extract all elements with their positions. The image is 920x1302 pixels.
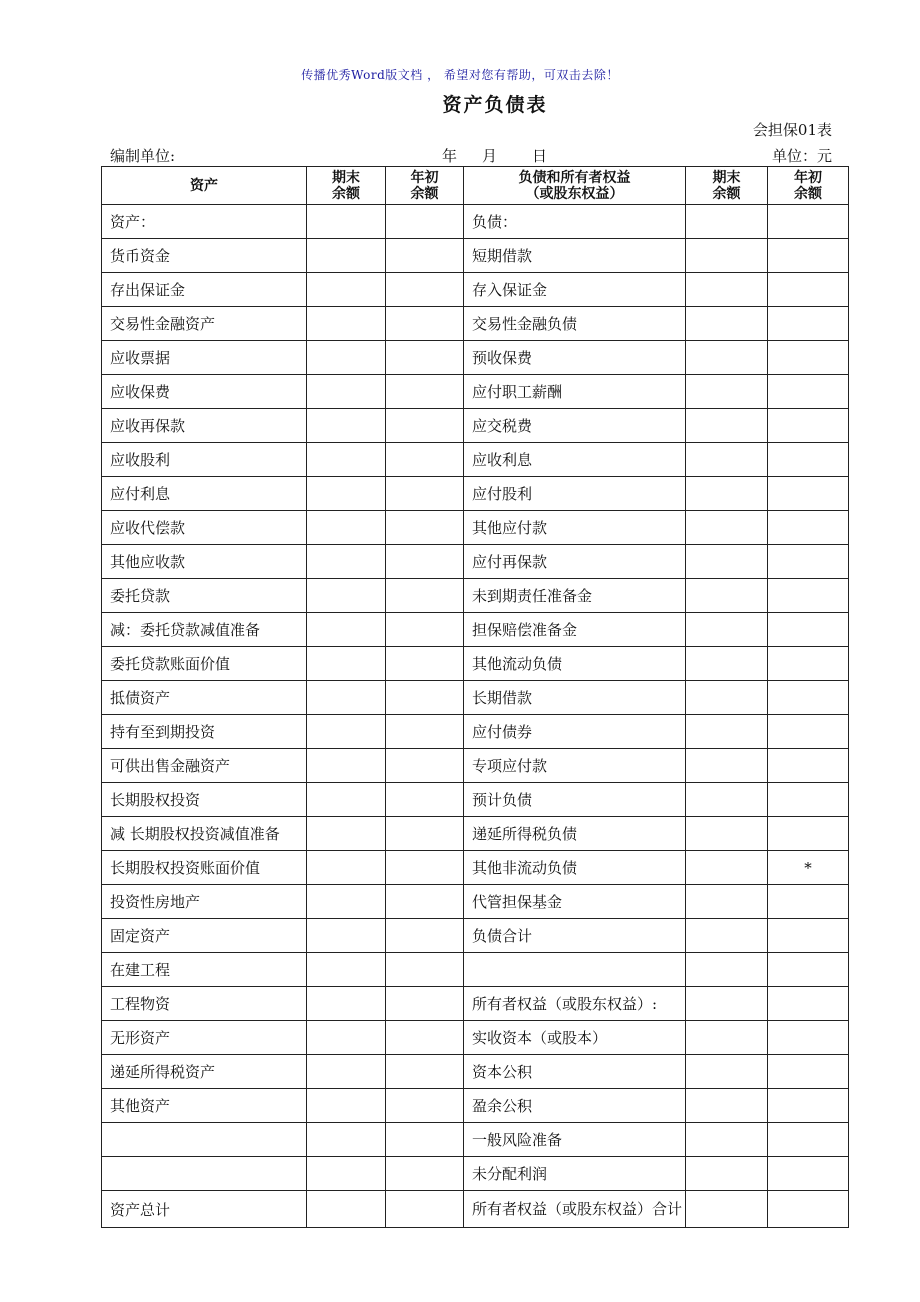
table-row (102, 477, 849, 511)
liability-begin-balance-cell (768, 885, 849, 919)
table-row (102, 647, 849, 681)
liability-begin-balance-cell (768, 409, 849, 443)
currency-unit: 单位：元 (771, 147, 832, 165)
asset-item-label: 其他应收款 (102, 545, 307, 579)
liability-begin-balance-cell (768, 239, 849, 273)
asset-begin-balance-cell (386, 409, 464, 443)
asset-begin-balance-cell (386, 953, 464, 987)
asset-begin-balance-cell (386, 817, 464, 851)
table-header-row (102, 167, 849, 205)
liability-end-balance-cell (686, 341, 768, 375)
liability-begin-balance-cell (768, 953, 849, 987)
asset-item-label: 长期股权投资账面价值 (102, 851, 307, 885)
liability-item-label: 短期借款 (464, 239, 686, 273)
asset-end-balance-cell (307, 987, 386, 1021)
liability-item-label: 担保赔偿准备金 (464, 613, 686, 647)
liability-item-label: 未到期责任准备金 (464, 579, 686, 613)
balance-sheet-table (101, 166, 849, 1228)
asset-item-label: 委托贷款 (102, 579, 307, 613)
liability-begin-balance-cell (768, 1021, 849, 1055)
asset-begin-balance-cell (386, 783, 464, 817)
liability-item-label: 应付再保款 (464, 545, 686, 579)
asset-begin-balance-cell (386, 545, 464, 579)
liability-end-balance-cell (686, 749, 768, 783)
liability-item-label: 其他流动负债 (464, 647, 686, 681)
liability-item-label: 递延所得税负债 (464, 817, 686, 851)
asset-begin-balance-cell (386, 307, 464, 341)
table-row (102, 205, 849, 239)
asset-end-balance-cell (307, 477, 386, 511)
liability-end-balance-cell (686, 987, 768, 1021)
asset-item-label: 应付利息 (102, 477, 307, 511)
table-row (102, 1089, 849, 1123)
liability-end-balance-cell (686, 273, 768, 307)
liability-begin-balance-cell (768, 545, 849, 579)
table-row (102, 239, 849, 273)
asset-begin-balance-cell (386, 205, 464, 239)
asset-begin-balance-cell (386, 1021, 464, 1055)
table-row (102, 273, 849, 307)
liability-item-label: 应收利息 (464, 443, 686, 477)
asset-begin-balance-cell (386, 1191, 464, 1228)
asset-end-balance-cell (307, 851, 386, 885)
asset-item-label: 抵债资产 (102, 681, 307, 715)
table-row (102, 919, 849, 953)
table-row (102, 885, 849, 919)
liability-end-balance-cell (686, 851, 768, 885)
asset-end-balance-cell (307, 273, 386, 307)
document-banner: 传播优秀Word版文档 ， 希望对您有帮助，可双击去除！ (301, 68, 619, 82)
liability-end-balance-cell (686, 647, 768, 681)
liability-item-label: 应付股利 (464, 477, 686, 511)
liability-item-label: 负债合计 (464, 919, 686, 953)
asset-begin-balance-cell (386, 749, 464, 783)
table-row (102, 749, 849, 783)
asset-end-balance-cell (307, 885, 386, 919)
report-meta (110, 145, 832, 167)
asset-item-label: 应收股利 (102, 443, 307, 477)
liability-item-label: 一般风险准备 (464, 1123, 686, 1157)
liability-item-label: 其他非流动负债 (464, 851, 686, 885)
asset-end-balance-cell (307, 1089, 386, 1123)
liability-item-label: 所有者权益（或股东权益）: (464, 987, 686, 1021)
liability-begin-balance-cell (768, 817, 849, 851)
liability-begin-balance-cell (768, 1191, 849, 1228)
asset-begin-balance-cell (386, 715, 464, 749)
asset-item-label: 长期股权投资 (102, 783, 307, 817)
liability-end-balance-cell (686, 443, 768, 477)
asset-end-balance-cell (307, 715, 386, 749)
liability-end-balance-cell (686, 1089, 768, 1123)
liability-end-balance-cell (686, 307, 768, 341)
table-row (102, 953, 849, 987)
asset-begin-balance-cell (386, 851, 464, 885)
asset-begin-balance-cell (386, 613, 464, 647)
liability-begin-balance-cell (768, 307, 849, 341)
asset-item-label: 应收代偿款 (102, 511, 307, 545)
table-row (102, 783, 849, 817)
asset-end-balance-cell (307, 205, 386, 239)
liability-begin-balance-cell (768, 375, 849, 409)
asset-end-balance-cell (307, 817, 386, 851)
asset-end-balance-cell (307, 1191, 386, 1228)
asset-end-balance-cell (307, 647, 386, 681)
table-row (102, 443, 849, 477)
table-row (102, 1157, 849, 1191)
liability-item-label: 预收保费 (464, 341, 686, 375)
asset-item-label: 其他资产 (102, 1089, 307, 1123)
asset-begin-balance-cell (386, 579, 464, 613)
liability-begin-balance-cell (768, 579, 849, 613)
asset-begin-balance-cell (386, 1157, 464, 1191)
liability-begin-balance-cell (768, 749, 849, 783)
liability-begin-balance-cell (768, 205, 849, 239)
asset-end-balance-cell (307, 953, 386, 987)
table-row (102, 341, 849, 375)
asset-item-label: 应收再保款 (102, 409, 307, 443)
liability-end-balance-cell (686, 477, 768, 511)
asset-item-label: 货币资金 (102, 239, 307, 273)
asset-item-label: 应收票据 (102, 341, 307, 375)
asset-begin-balance-cell (386, 885, 464, 919)
liability-begin-balance-cell (768, 681, 849, 715)
table-row (102, 817, 849, 851)
liability-end-balance-cell (686, 817, 768, 851)
liability-end-balance-cell (686, 239, 768, 273)
asset-begin-balance-cell (386, 919, 464, 953)
liability-item-label: 盈余公积 (464, 1089, 686, 1123)
asset-begin-balance-cell (386, 341, 464, 375)
asset-item-label (102, 1123, 307, 1157)
liability-begin-balance-cell (768, 273, 849, 307)
liability-begin-balance-cell (768, 1157, 849, 1191)
header-end-balance-left: 期末 余额 (307, 167, 386, 205)
page-title: 资产负债表 (442, 94, 548, 116)
liability-end-balance-cell (686, 1021, 768, 1055)
date-day-label: 日 (532, 147, 548, 165)
table-row (102, 409, 849, 443)
liability-item-label: 应付职工薪酬 (464, 375, 686, 409)
liability-begin-balance-cell (768, 647, 849, 681)
table-row (102, 1123, 849, 1157)
asset-begin-balance-cell (386, 375, 464, 409)
date-month-label: 月 (482, 147, 498, 165)
preparing-unit-label: 编制单位: (110, 147, 176, 165)
table-row (102, 375, 849, 409)
liability-begin-balance-cell (768, 987, 849, 1021)
table-row (102, 545, 849, 579)
liability-item-label: 负债： (464, 205, 686, 239)
asset-item-label: 固定资产 (102, 919, 307, 953)
table-row (102, 681, 849, 715)
liability-begin-balance-cell (768, 1123, 849, 1157)
asset-end-balance-cell (307, 579, 386, 613)
liability-item-label: 应交税费 (464, 409, 686, 443)
liability-end-balance-cell (686, 375, 768, 409)
table-row (102, 1021, 849, 1055)
liability-item-label: 应付债券 (464, 715, 686, 749)
asset-begin-balance-cell (386, 239, 464, 273)
asset-end-balance-cell (307, 511, 386, 545)
asset-end-balance-cell (307, 613, 386, 647)
asset-item-label: 持有至到期投资 (102, 715, 307, 749)
asset-begin-balance-cell (386, 511, 464, 545)
asset-end-balance-cell (307, 1157, 386, 1191)
liability-end-balance-cell (686, 783, 768, 817)
table-row (102, 579, 849, 613)
table-row (102, 715, 849, 749)
asset-end-balance-cell (307, 1021, 386, 1055)
liability-end-balance-cell (686, 1123, 768, 1157)
liability-end-balance-cell (686, 1157, 768, 1191)
table-row (102, 1055, 849, 1089)
liability-end-balance-cell (686, 205, 768, 239)
header-begin-balance-left: 年初 余额 (386, 167, 464, 205)
liability-item-label: 交易性金融负债 (464, 307, 686, 341)
asset-end-balance-cell (307, 681, 386, 715)
liability-item-label: 未分配利润 (464, 1157, 686, 1191)
liability-item-label: 资本公积 (464, 1055, 686, 1089)
asset-end-balance-cell (307, 1055, 386, 1089)
header-end-balance-right: 期末 余额 (686, 167, 768, 205)
header-liabilities-equity: 负债和所有者权益 （或股东权益） (464, 167, 686, 205)
asset-item-label: 工程物资 (102, 987, 307, 1021)
asset-begin-balance-cell (386, 647, 464, 681)
liability-item-label: 专项应付款 (464, 749, 686, 783)
asset-item-label: 可供出售金融资产 (102, 749, 307, 783)
asset-end-balance-cell (307, 307, 386, 341)
liability-begin-balance-cell (768, 919, 849, 953)
table-row (102, 987, 849, 1021)
liability-end-balance-cell (686, 511, 768, 545)
liability-end-balance-cell (686, 885, 768, 919)
asset-begin-balance-cell (386, 681, 464, 715)
table-row (102, 307, 849, 341)
asset-end-balance-cell (307, 443, 386, 477)
liability-end-balance-cell (686, 613, 768, 647)
asset-end-balance-cell (307, 1123, 386, 1157)
asset-begin-balance-cell (386, 1089, 464, 1123)
asset-end-balance-cell (307, 409, 386, 443)
liability-end-balance-cell (686, 409, 768, 443)
asset-begin-balance-cell (386, 443, 464, 477)
liability-end-balance-cell (686, 579, 768, 613)
liability-end-balance-cell (686, 919, 768, 953)
table-row (102, 613, 849, 647)
asset-item-label: 递延所得税资产 (102, 1055, 307, 1089)
header-begin-balance-right: 年初 余额 (768, 167, 849, 205)
liability-begin-balance-cell (768, 1055, 849, 1089)
liability-item-label (464, 953, 686, 987)
asset-begin-balance-cell (386, 987, 464, 1021)
liability-begin-balance-cell (768, 1089, 849, 1123)
asset-item-label: 资产： (102, 205, 307, 239)
liability-begin-balance-cell: * (768, 851, 849, 885)
liability-item-label: 实收资本（或股本） (464, 1021, 686, 1055)
liability-item-label: 预计负债 (464, 783, 686, 817)
asset-end-balance-cell (307, 375, 386, 409)
liability-end-balance-cell (686, 715, 768, 749)
liability-item-label: 存入保证金 (464, 273, 686, 307)
liability-end-balance-cell (686, 545, 768, 579)
liability-begin-balance-cell (768, 783, 849, 817)
liability-item-label: 其他应付款 (464, 511, 686, 545)
table-row (102, 1191, 849, 1228)
asset-end-balance-cell (307, 919, 386, 953)
date-year-label: 年 (442, 147, 458, 165)
asset-begin-balance-cell (386, 273, 464, 307)
asset-item-label: 应收保费 (102, 375, 307, 409)
asset-item-label: 委托贷款账面价值 (102, 647, 307, 681)
liability-begin-balance-cell (768, 715, 849, 749)
asset-end-balance-cell (307, 341, 386, 375)
table-row (102, 851, 849, 885)
header-assets: 资产 (102, 167, 307, 205)
liability-end-balance-cell (686, 681, 768, 715)
asset-item-label: 交易性金融资产 (102, 307, 307, 341)
asset-begin-balance-cell (386, 1055, 464, 1089)
liability-item-label: 长期借款 (464, 681, 686, 715)
liability-item-label: 代管担保基金 (464, 885, 686, 919)
liability-begin-balance-cell (768, 477, 849, 511)
liability-begin-balance-cell (768, 511, 849, 545)
liability-begin-balance-cell (768, 613, 849, 647)
asset-begin-balance-cell (386, 477, 464, 511)
table-row (102, 511, 849, 545)
asset-begin-balance-cell (386, 1123, 464, 1157)
asset-item-label: 减 长期股权投资减值准备 (102, 817, 307, 851)
asset-item-label: 资产总计 (102, 1191, 307, 1228)
liability-end-balance-cell (686, 953, 768, 987)
liability-end-balance-cell (686, 1055, 768, 1089)
liability-item-label: 所有者权益（或股东权益）合计 (464, 1191, 686, 1228)
asset-item-label: 减：委托贷款减值准备 (102, 613, 307, 647)
asset-item-label: 投资性房地产 (102, 885, 307, 919)
liability-end-balance-cell (686, 1191, 768, 1228)
asset-item-label (102, 1157, 307, 1191)
asset-end-balance-cell (307, 239, 386, 273)
asset-end-balance-cell (307, 783, 386, 817)
asset-item-label: 无形资产 (102, 1021, 307, 1055)
asset-item-label: 存出保证金 (102, 273, 307, 307)
asset-item-label: 在建工程 (102, 953, 307, 987)
liability-begin-balance-cell (768, 443, 849, 477)
asset-end-balance-cell (307, 749, 386, 783)
form-code: 会担保01表 (752, 121, 832, 139)
asset-end-balance-cell (307, 545, 386, 579)
liability-begin-balance-cell (768, 341, 849, 375)
